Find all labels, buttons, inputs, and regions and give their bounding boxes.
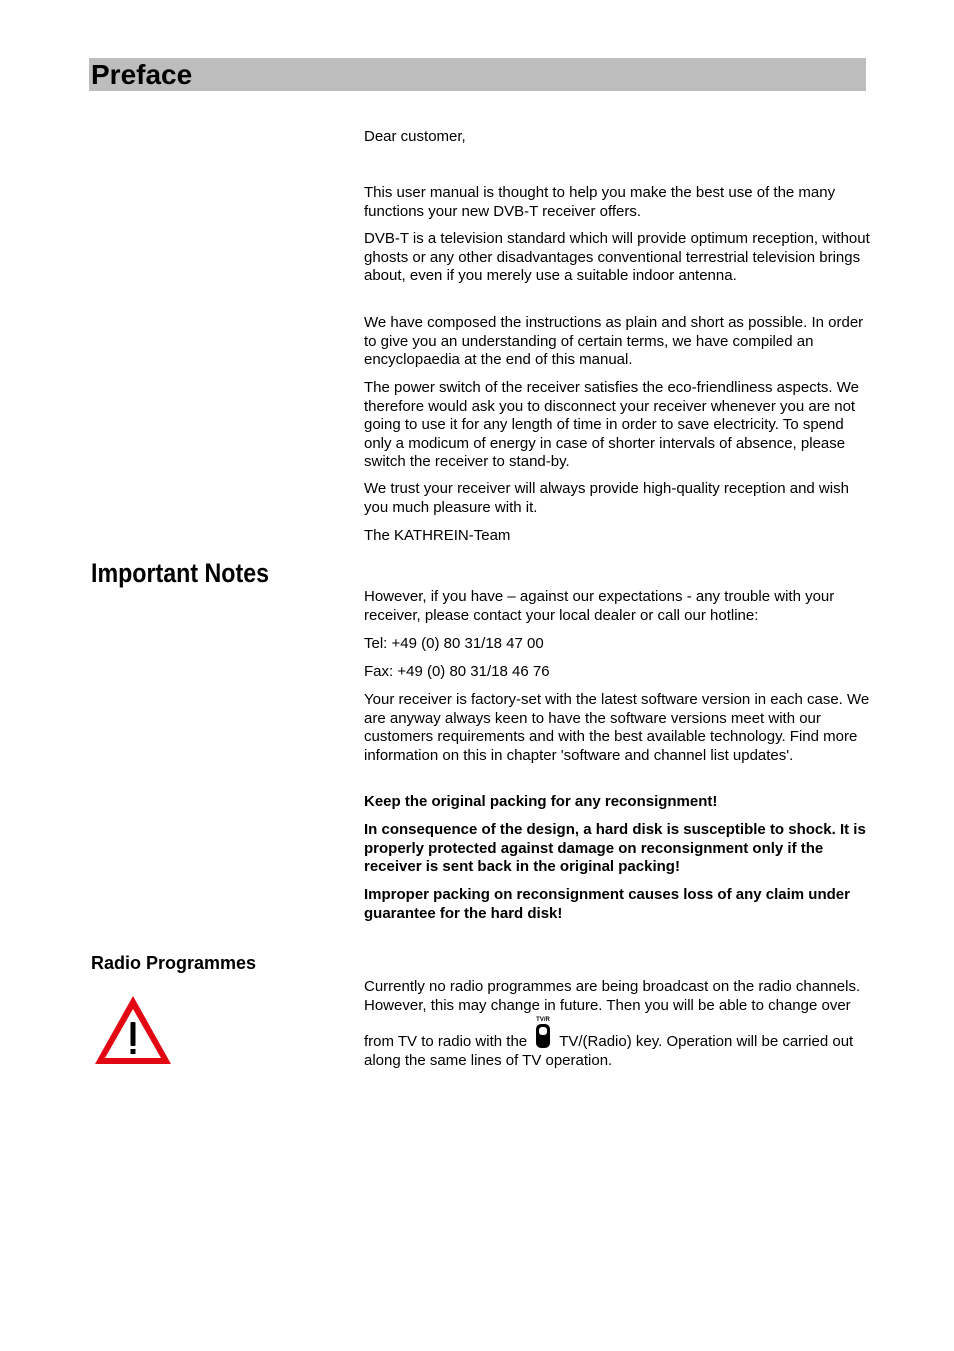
preface-title: Preface [91, 59, 193, 90]
preface-paragraph-2: DVB-T is a television standard which will provide optimum reception, without ghosts or any other disadvantages conventional terrestrial television brings about, even if you merely use a suitable indoor antenna. [364, 230, 870, 284]
greeting: Dear customer, [364, 128, 466, 145]
tv-radio-key-icon [533, 1015, 553, 1049]
notes-bold-3: Improper packing on reconsignment causes loss of any claim under guarantee for the hard disk! [364, 886, 850, 922]
preface-paragraph-3: We have composed the instructions as plain and short as possible. In order to give you an understanding of certain terms, we have compiled an encyclopaedia at the end of this manual. [364, 314, 864, 368]
warning-triangle-icon [93, 994, 173, 1066]
notes-paragraph-1: However, if you have – against our expectations - any trouble with your receiver, please contact your local dealer or call our hotline: [364, 588, 835, 624]
notes-bold-1: Keep the original packing for any reconsignment! [364, 793, 718, 810]
tv-radio-key-label: TV/R [536, 1017, 551, 1023]
radio-text-part1: Currently no radio programmes are being broadcast on the radio channels. However, this may change in future. Then you will be able to change over from TV to radio with the [364, 978, 861, 1050]
preface-paragraph-1: This user manual is thought to help you make the best use of the many functions your new DVB-T receiver offers. [364, 184, 836, 220]
radio-paragraph [364, 978, 870, 1070]
hotline-fax: Fax: +49 (0) 80 31/18 46 76 [364, 663, 550, 680]
preface-heading-bar [89, 58, 866, 91]
preface-paragraph-5: We trust your receiver will always provide high-quality reception and wish you much pleasure with it. [364, 480, 849, 516]
radio-programmes-title: Radio Programmes [91, 953, 257, 973]
notes-bold-2: In consequence of the design, a hard disk is susceptible to shock. It is properly protected against damage on reconsignment only if the receiver is sent back in the original packing! [364, 821, 866, 875]
important-notes-title: Important Notes [91, 558, 270, 588]
notes-paragraph-software: Your receiver is factory-set with the latest software version in each case. We are anyway always keen to have the software versions meet with our customers requirements and with the best available technology. Find more information on this in chapter 'software and channel list updates'. [364, 691, 870, 764]
signature: The KATHREIN-Team [364, 527, 511, 544]
radio-text-part2: TV/(Radio) key. Operation will be carried out along the same lines of TV operation. [364, 1033, 854, 1069]
hotline-tel: Tel: +49 (0) 80 31/18 47 00 [364, 635, 544, 652]
preface-paragraph-4: The power switch of the receiver satisfies the eco-friendliness aspects. We therefore would ask you to disconnect your receiver whenever you are not going to use it for any length of time in order to save electricity. To spend only a modicum of energy in case of shorter intervals of absence, please switch the receiver to stand-by. [364, 379, 859, 470]
